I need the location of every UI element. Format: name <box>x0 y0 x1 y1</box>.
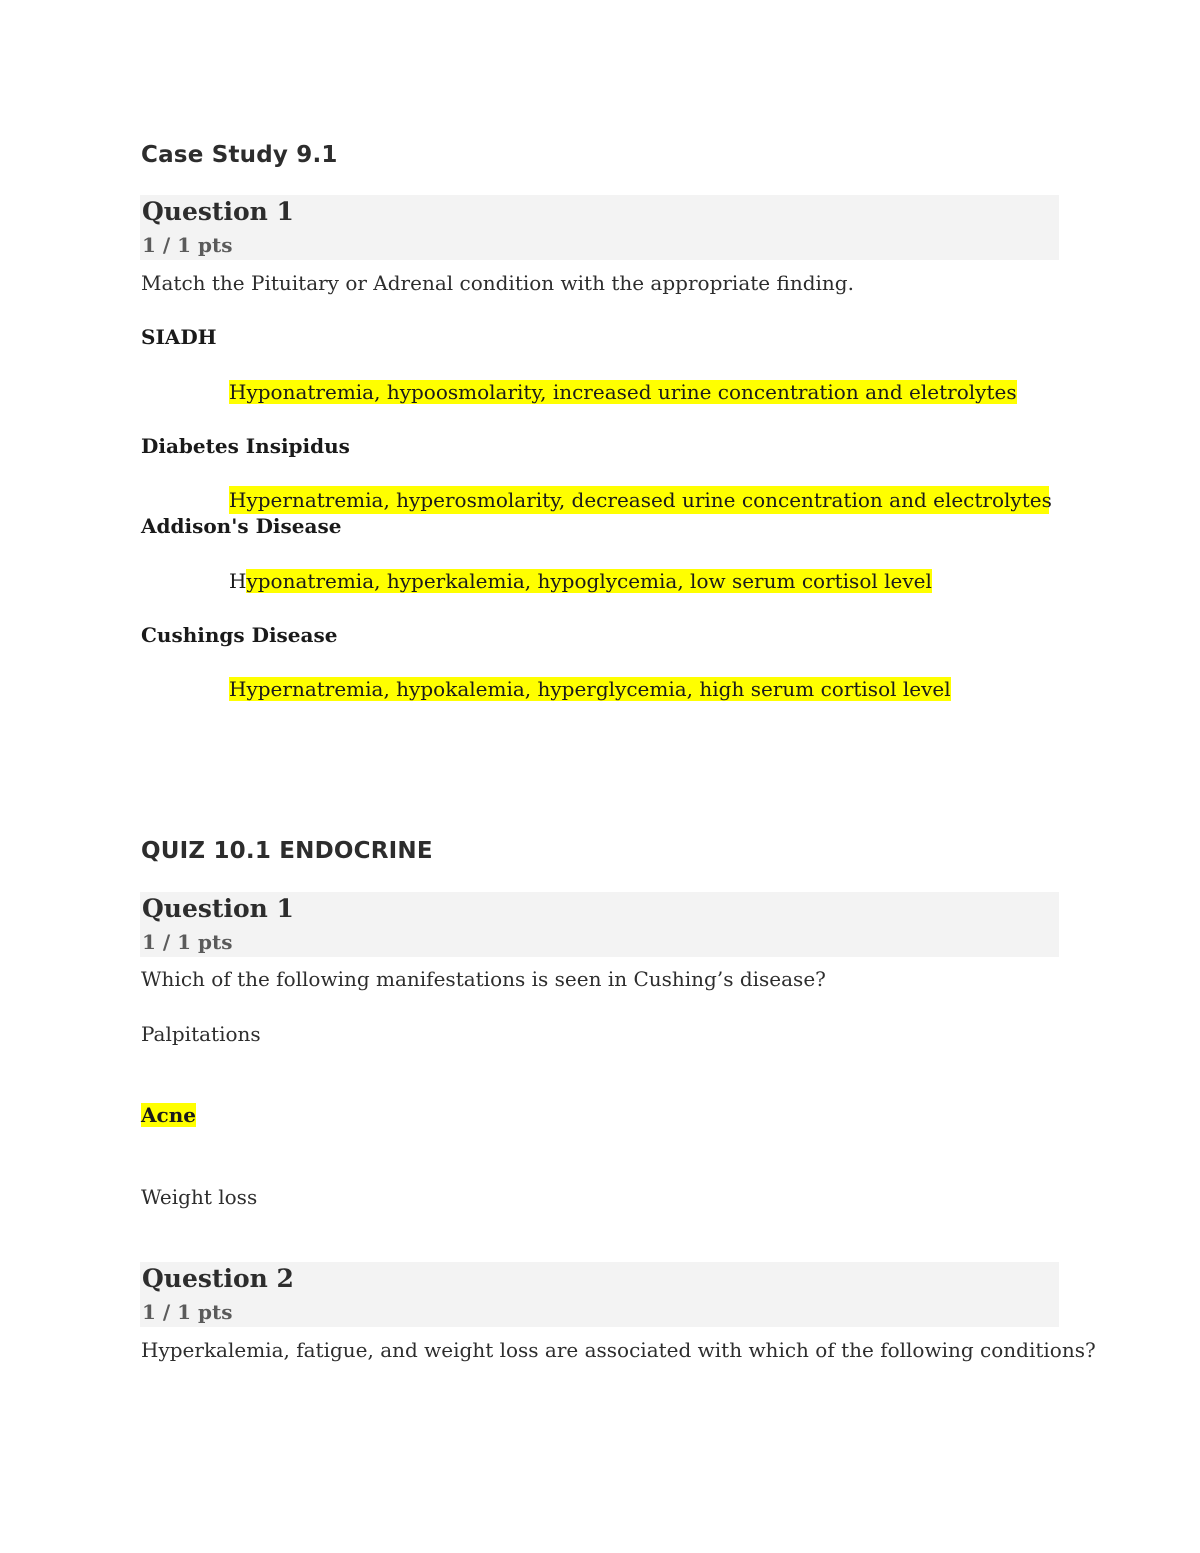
condition-label: Cushings Disease <box>141 623 338 647</box>
answer-option[interactable]: Weight loss <box>141 1185 258 1209</box>
question-header <box>140 195 1059 260</box>
question-title: Question 1 <box>142 894 294 923</box>
question-points: 1 / 1 pts <box>142 930 233 954</box>
match-answer <box>229 486 1052 514</box>
question-points: 1 / 1 pts <box>142 233 233 257</box>
question-prompt: Which of the following manifestations is seen in Cushing’s disease? <box>141 967 826 991</box>
question-title: Question 1 <box>142 197 294 226</box>
match-answer <box>229 378 1017 406</box>
match-answer <box>229 675 951 703</box>
question-header <box>140 1262 1059 1327</box>
answer-option-label: Acne <box>141 1103 196 1127</box>
match-answer <box>229 567 932 595</box>
condition-label: Addison's Disease <box>141 514 342 538</box>
question-header <box>140 892 1059 957</box>
answer-text: Hyponatremia, hypoosmolarity, increased urine concentration and eletrolytes <box>229 380 1017 404</box>
answer-text: Hypernatremia, hyperosmolarity, decreased urine concentration and electrolytes <box>229 488 1052 512</box>
question-title: Question 2 <box>142 1264 294 1293</box>
answer-text: Hypernatremia, hypokalemia, hyperglycemia, high serum cortisol level <box>229 677 951 701</box>
section-title-quiz: QUIZ 10.1 ENDOCRINE <box>141 838 433 864</box>
section-title-case-study: Case Study 9.1 <box>141 142 338 168</box>
question-prompt: Hyperkalemia, fatigue, and weight loss are associated with which of the following conditions? <box>141 1338 1096 1362</box>
answer-text-prefix: H <box>229 569 247 593</box>
answer-text: yponatremia, hyperkalemia, hypoglycemia, low serum cortisol level <box>246 569 932 593</box>
question-prompt: Match the Pituitary or Adrenal condition with the appropriate finding. <box>141 271 854 295</box>
condition-label: Diabetes Insipidus <box>141 434 350 458</box>
answer-option-selected[interactable] <box>141 1101 196 1129</box>
condition-label: SIADH <box>141 325 217 349</box>
answer-option[interactable]: Palpitations <box>141 1022 261 1046</box>
question-points: 1 / 1 pts <box>142 1300 233 1324</box>
